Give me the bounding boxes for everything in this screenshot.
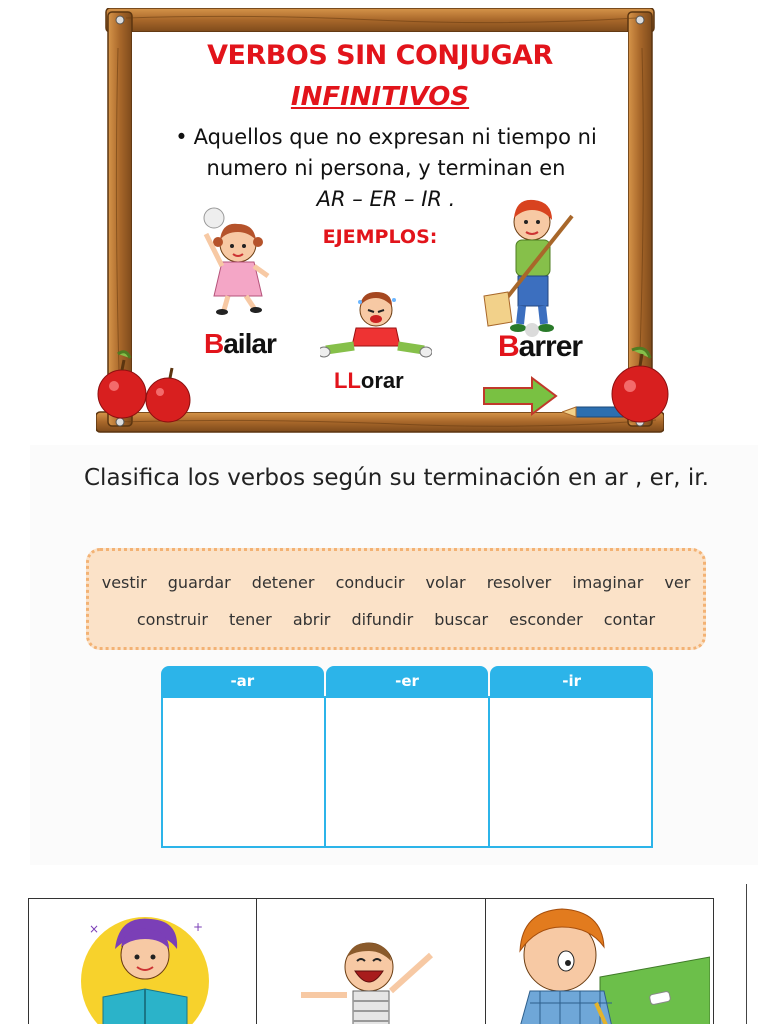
word-item: esconder — [509, 610, 583, 629]
column-header-er: -er — [326, 666, 489, 696]
word-item: difundir — [351, 610, 414, 629]
column-header-ir: -ir — [490, 666, 653, 696]
word-item: buscar — [434, 610, 489, 629]
picture-cell-3 — [486, 899, 713, 1024]
boy-crying-icon — [320, 288, 432, 364]
boy-writing-icon — [500, 907, 710, 1024]
exercise-instruction: Clasifica los verbos según su terminación en ar , er, ir. — [84, 465, 709, 491]
classification-table — [161, 666, 653, 848]
girl-dancing-icon — [196, 204, 276, 316]
answer-cell-ar[interactable] — [163, 698, 326, 846]
word-bank — [86, 548, 706, 650]
word-item: resolver — [486, 573, 552, 592]
word-item: tener — [229, 610, 272, 629]
answer-cell-er[interactable] — [326, 698, 489, 846]
word-item: abrir — [292, 610, 331, 629]
word-item: conducir — [335, 573, 405, 592]
word-item: guardar — [167, 573, 231, 592]
desc-line-2: numero ni persona, y terminan en — [206, 156, 566, 180]
next-arrow-icon — [482, 376, 558, 416]
word-bank-row-2 — [89, 610, 703, 629]
picture-cell-1 — [29, 899, 257, 1024]
desc-line-1: • Aquellos que no expresan ni tiempo ni — [175, 125, 597, 149]
apples-left-icon — [96, 348, 196, 428]
word-item: volar — [425, 573, 466, 592]
desc-line-3: AR – ER – IR . — [316, 187, 456, 211]
boy-sweeping-icon — [482, 196, 578, 344]
answer-cell-ir[interactable] — [490, 698, 651, 846]
bullet: • — [175, 125, 188, 149]
boy-laughing-icon — [297, 935, 437, 1024]
word-item: contar — [603, 610, 656, 629]
card-title: VERBOS SIN CONJUGAR — [207, 40, 553, 71]
picture-grid — [28, 898, 714, 1024]
word-item: vestir — [101, 573, 147, 592]
svg-text:+: + — [193, 920, 204, 934]
page-edge-divider — [746, 884, 747, 1024]
verb-info-card — [96, 8, 664, 434]
word-item: imaginar — [572, 573, 644, 592]
svg-text:×: × — [89, 922, 100, 936]
card-subtitle: INFINITIVOS — [290, 82, 470, 112]
example-bailar: Bailar — [204, 328, 276, 359]
word-item: construir — [136, 610, 208, 629]
table-header — [161, 666, 653, 696]
examples-heading: EJEMPLOS: — [322, 226, 438, 248]
word-item: ver — [664, 573, 691, 592]
column-header-ar: -ar — [161, 666, 324, 696]
table-body — [161, 696, 653, 848]
picture-cell-2 — [257, 899, 485, 1024]
example-llorar: LLorar — [334, 368, 404, 393]
word-bank-row-1 — [89, 573, 703, 592]
apple-right-icon — [606, 344, 676, 428]
word-item: detener — [251, 573, 315, 592]
example-barrer: Barrer — [498, 330, 583, 363]
boy-reading-icon — [75, 909, 215, 1024]
